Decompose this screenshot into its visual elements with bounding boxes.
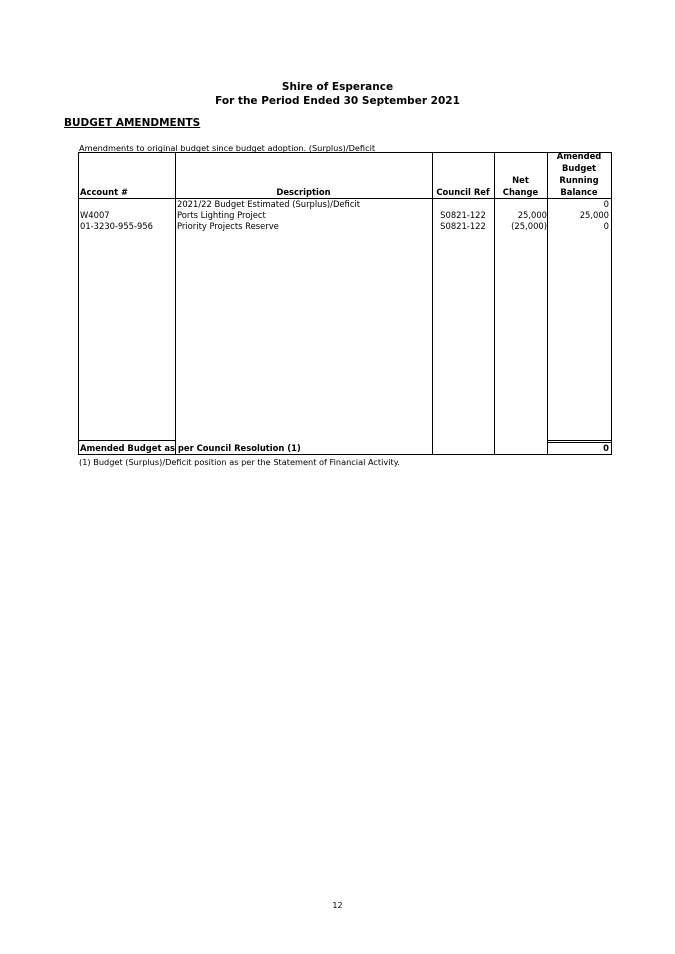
row-council-ref: S0821-122: [440, 210, 486, 220]
header-balance-line3: Running: [559, 175, 599, 185]
table-subtitle: Amendments to original budget since budget adoption. (Surplus)/Deficit: [79, 143, 376, 153]
total-label: Amended Budget as per Council Resolution (1): [80, 443, 301, 453]
row-description: 2021/22 Budget Estimated (Surplus)/Deficit: [177, 199, 361, 209]
budget-amendments-table: [78, 152, 612, 455]
row-account: 01-3230-955-956: [80, 221, 154, 231]
report-period: For the Period Ended 30 September 2021: [215, 95, 460, 107]
header-balance-line2: Budget: [561, 163, 597, 173]
header-balance-line1: Amended: [556, 151, 602, 161]
header-council-ref: Council Ref: [436, 187, 490, 197]
total-divider: [79, 440, 175, 441]
header-balance-line4: Balance: [560, 187, 598, 197]
row-balance: 0: [603, 221, 609, 231]
row-council-ref: S0821-122: [440, 221, 486, 231]
row-balance: 25,000: [579, 210, 609, 220]
report-title: Shire of Esperance: [281, 81, 394, 93]
row-description: Ports Lighting Project: [177, 210, 266, 220]
row-description: Priority Projects Reserve: [177, 221, 279, 231]
section-heading: BUDGET AMENDMENTS: [64, 117, 201, 129]
row-net-change: 25,000: [517, 210, 547, 220]
page-number: 12: [332, 901, 343, 910]
total-balance: 0: [603, 443, 609, 453]
row-balance: 0: [603, 199, 609, 209]
total-divider: [547, 440, 611, 441]
row-account: W4007: [80, 210, 110, 220]
header-description: Description: [276, 187, 331, 197]
row-net-change: (25,000): [511, 221, 547, 231]
header-account: Account #: [80, 187, 129, 197]
header-net-change-line1: Net: [512, 175, 529, 185]
footnote: (1) Budget (Surplus)/Deficit position as per the Statement of Financial Activity.: [79, 457, 401, 467]
header-net-change-line2: Change: [502, 187, 539, 197]
